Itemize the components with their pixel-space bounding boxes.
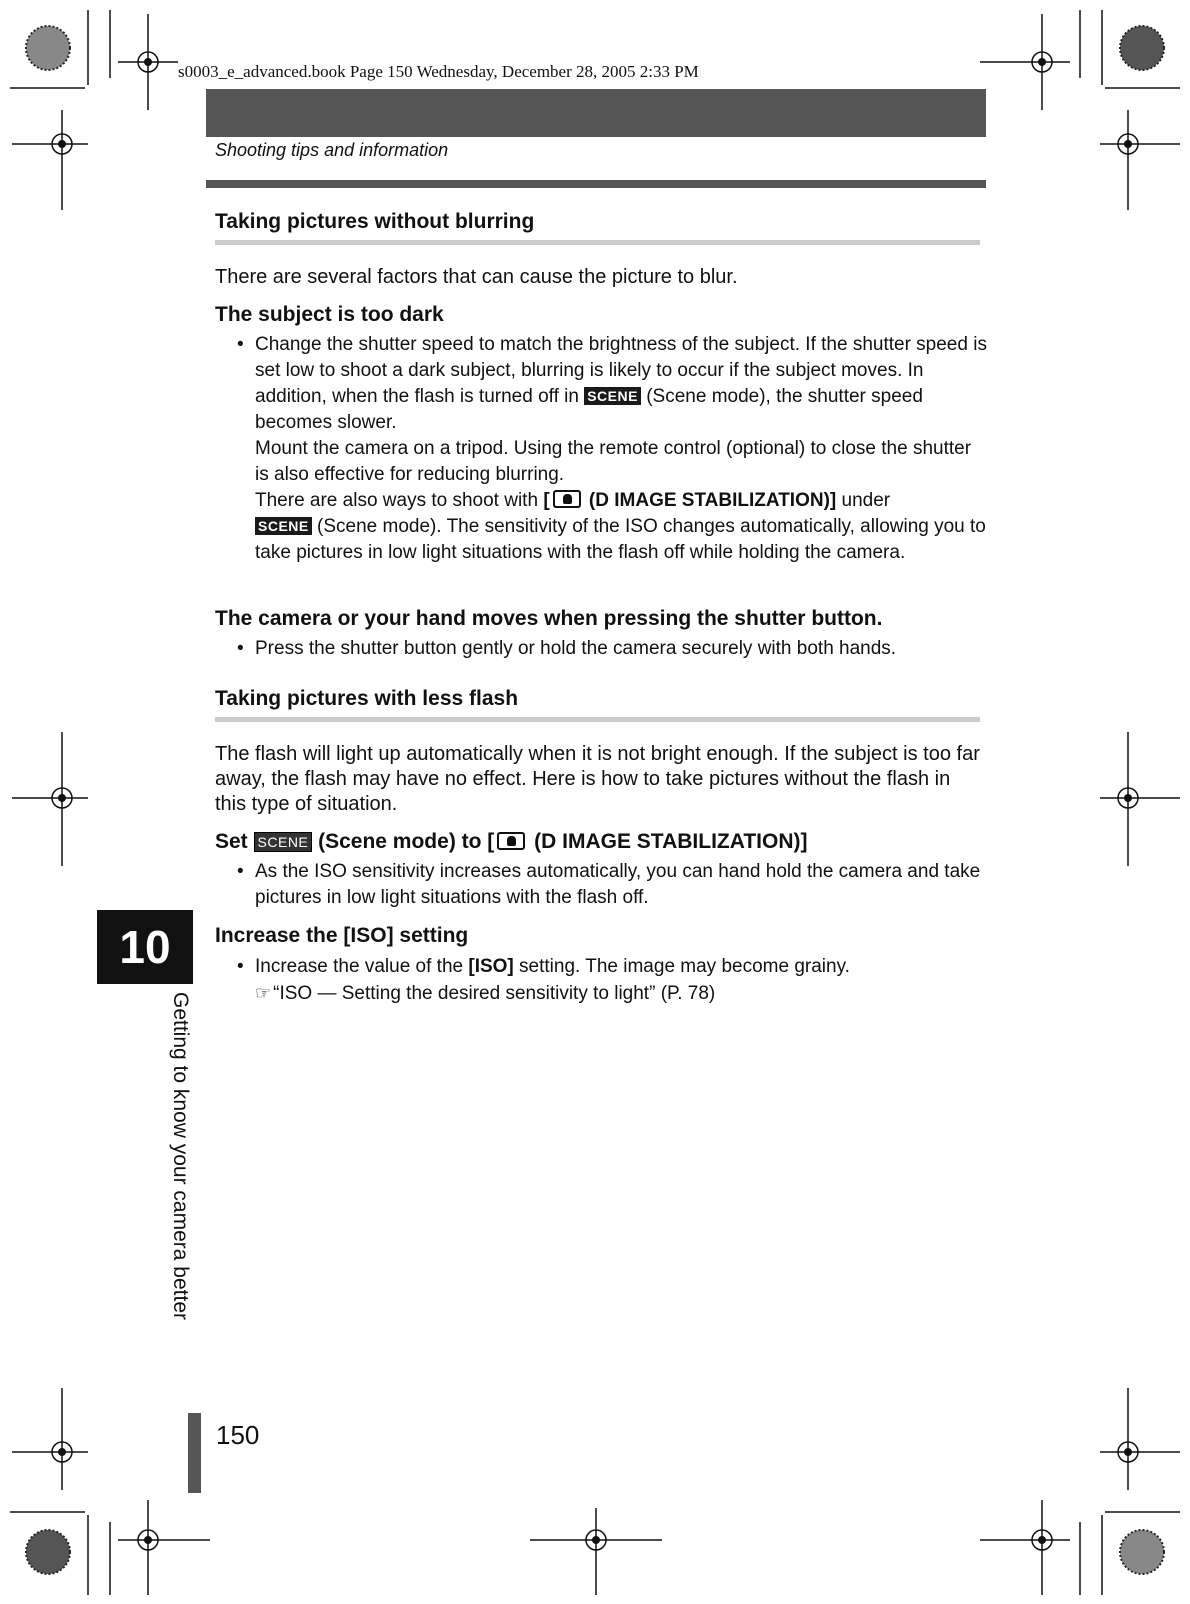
heading-text: (D IMAGE STABILIZATION)] xyxy=(534,830,808,853)
bullet-iso-auto xyxy=(237,859,987,911)
heading-text: (Scene mode) to [ xyxy=(318,830,495,853)
section-rule xyxy=(215,717,980,722)
subheading-too-dark: The subject is too dark xyxy=(215,303,444,326)
bullet-too-dark xyxy=(237,332,987,566)
scene-mode-icon: SCENE xyxy=(255,517,312,535)
section-rule xyxy=(215,240,980,245)
bullet-text: Increase the value of the xyxy=(255,956,464,977)
bullet-text: Change the shutter speed to match the brightness of the subject. If the shutter speed is set low to shoot a dark subject, blurring is likely to occur if the subject moves. In addition, when the flash is turned off in xyxy=(255,334,987,407)
reference-pointer-icon: ☞ xyxy=(255,983,272,1003)
image-stabilization-icon xyxy=(553,490,581,508)
bullet-text: setting. The image may become grainy. xyxy=(519,956,850,977)
bullet-text: (Scene mode), the shutter speed becomes slower. xyxy=(255,386,923,433)
section-title-less-flash: Taking pictures with less flash xyxy=(215,687,519,710)
scene-mode-icon: SCENE xyxy=(254,832,313,852)
scene-mode-icon: SCENE xyxy=(584,387,641,405)
subheading-increase-iso: Increase the [ISO] setting xyxy=(215,924,469,947)
bullet-dot: • xyxy=(237,956,244,977)
page-number: 150 xyxy=(216,1420,260,1450)
chapter-title: Getting to know your camera better xyxy=(169,992,192,1320)
subheading-hand-moves: The camera or your hand moves when pressing the shutter button. xyxy=(215,607,883,630)
header-rule xyxy=(206,180,986,188)
bold-bracket: [ xyxy=(543,490,550,511)
running-head: Shooting tips and information xyxy=(215,140,449,160)
bullet-increase-iso xyxy=(237,954,987,1007)
header-bar xyxy=(206,89,986,137)
bullet-text: As the ISO sensitivity increases automatically, you can hand hold the camera and take pictures in low light situations with the flash off. xyxy=(255,861,981,908)
bullet-text: Mount the camera on a tripod. Using the remote control (optional) to close the shutter is also effective for reducing blurring. xyxy=(255,438,972,485)
image-stabilization-icon xyxy=(497,832,525,850)
bullet-dot: • xyxy=(237,334,244,355)
cross-reference-link[interactable]: “ISO — Setting the desired sensitivity to light” (P. 78) xyxy=(273,983,716,1004)
chapter-number: 10 xyxy=(119,921,171,973)
section-intro: There are several factors that can cause the picture to blur. xyxy=(215,266,738,288)
bullet-text: There are also ways to shoot with xyxy=(255,490,539,511)
heading-text: Set xyxy=(215,830,248,853)
bullet-text: Press the shutter button gently or hold the camera securely with both hands. xyxy=(255,638,897,659)
subheading-set-scene xyxy=(215,830,808,854)
bullet-hand-moves xyxy=(237,636,987,662)
page-number-bar xyxy=(188,1413,201,1493)
image-stabilization-label: (D IMAGE STABILIZATION)] xyxy=(588,490,837,511)
iso-bold: [ISO] xyxy=(468,956,514,977)
bullet-dot: • xyxy=(237,861,244,882)
section-intro: The flash will light up automatically when it is not bright enough. If the subject is too far away, the flash may have no effect. Here is how to take pictures without the flash in this type of situation. xyxy=(215,743,980,815)
bullet-text: under xyxy=(841,490,891,511)
section-title-blurring: Taking pictures without blurring xyxy=(215,210,535,233)
bullet-text: (Scene mode). The sensitivity of the ISO changes automatically, allowing you to take pictures in low light situations with the flash off while holding the camera. xyxy=(255,516,986,563)
bullet-dot: • xyxy=(237,638,244,659)
print-slug-line: s0003_e_advanced.book Page 150 Wednesday, December 28, 2005 2:33 PM xyxy=(178,62,699,81)
